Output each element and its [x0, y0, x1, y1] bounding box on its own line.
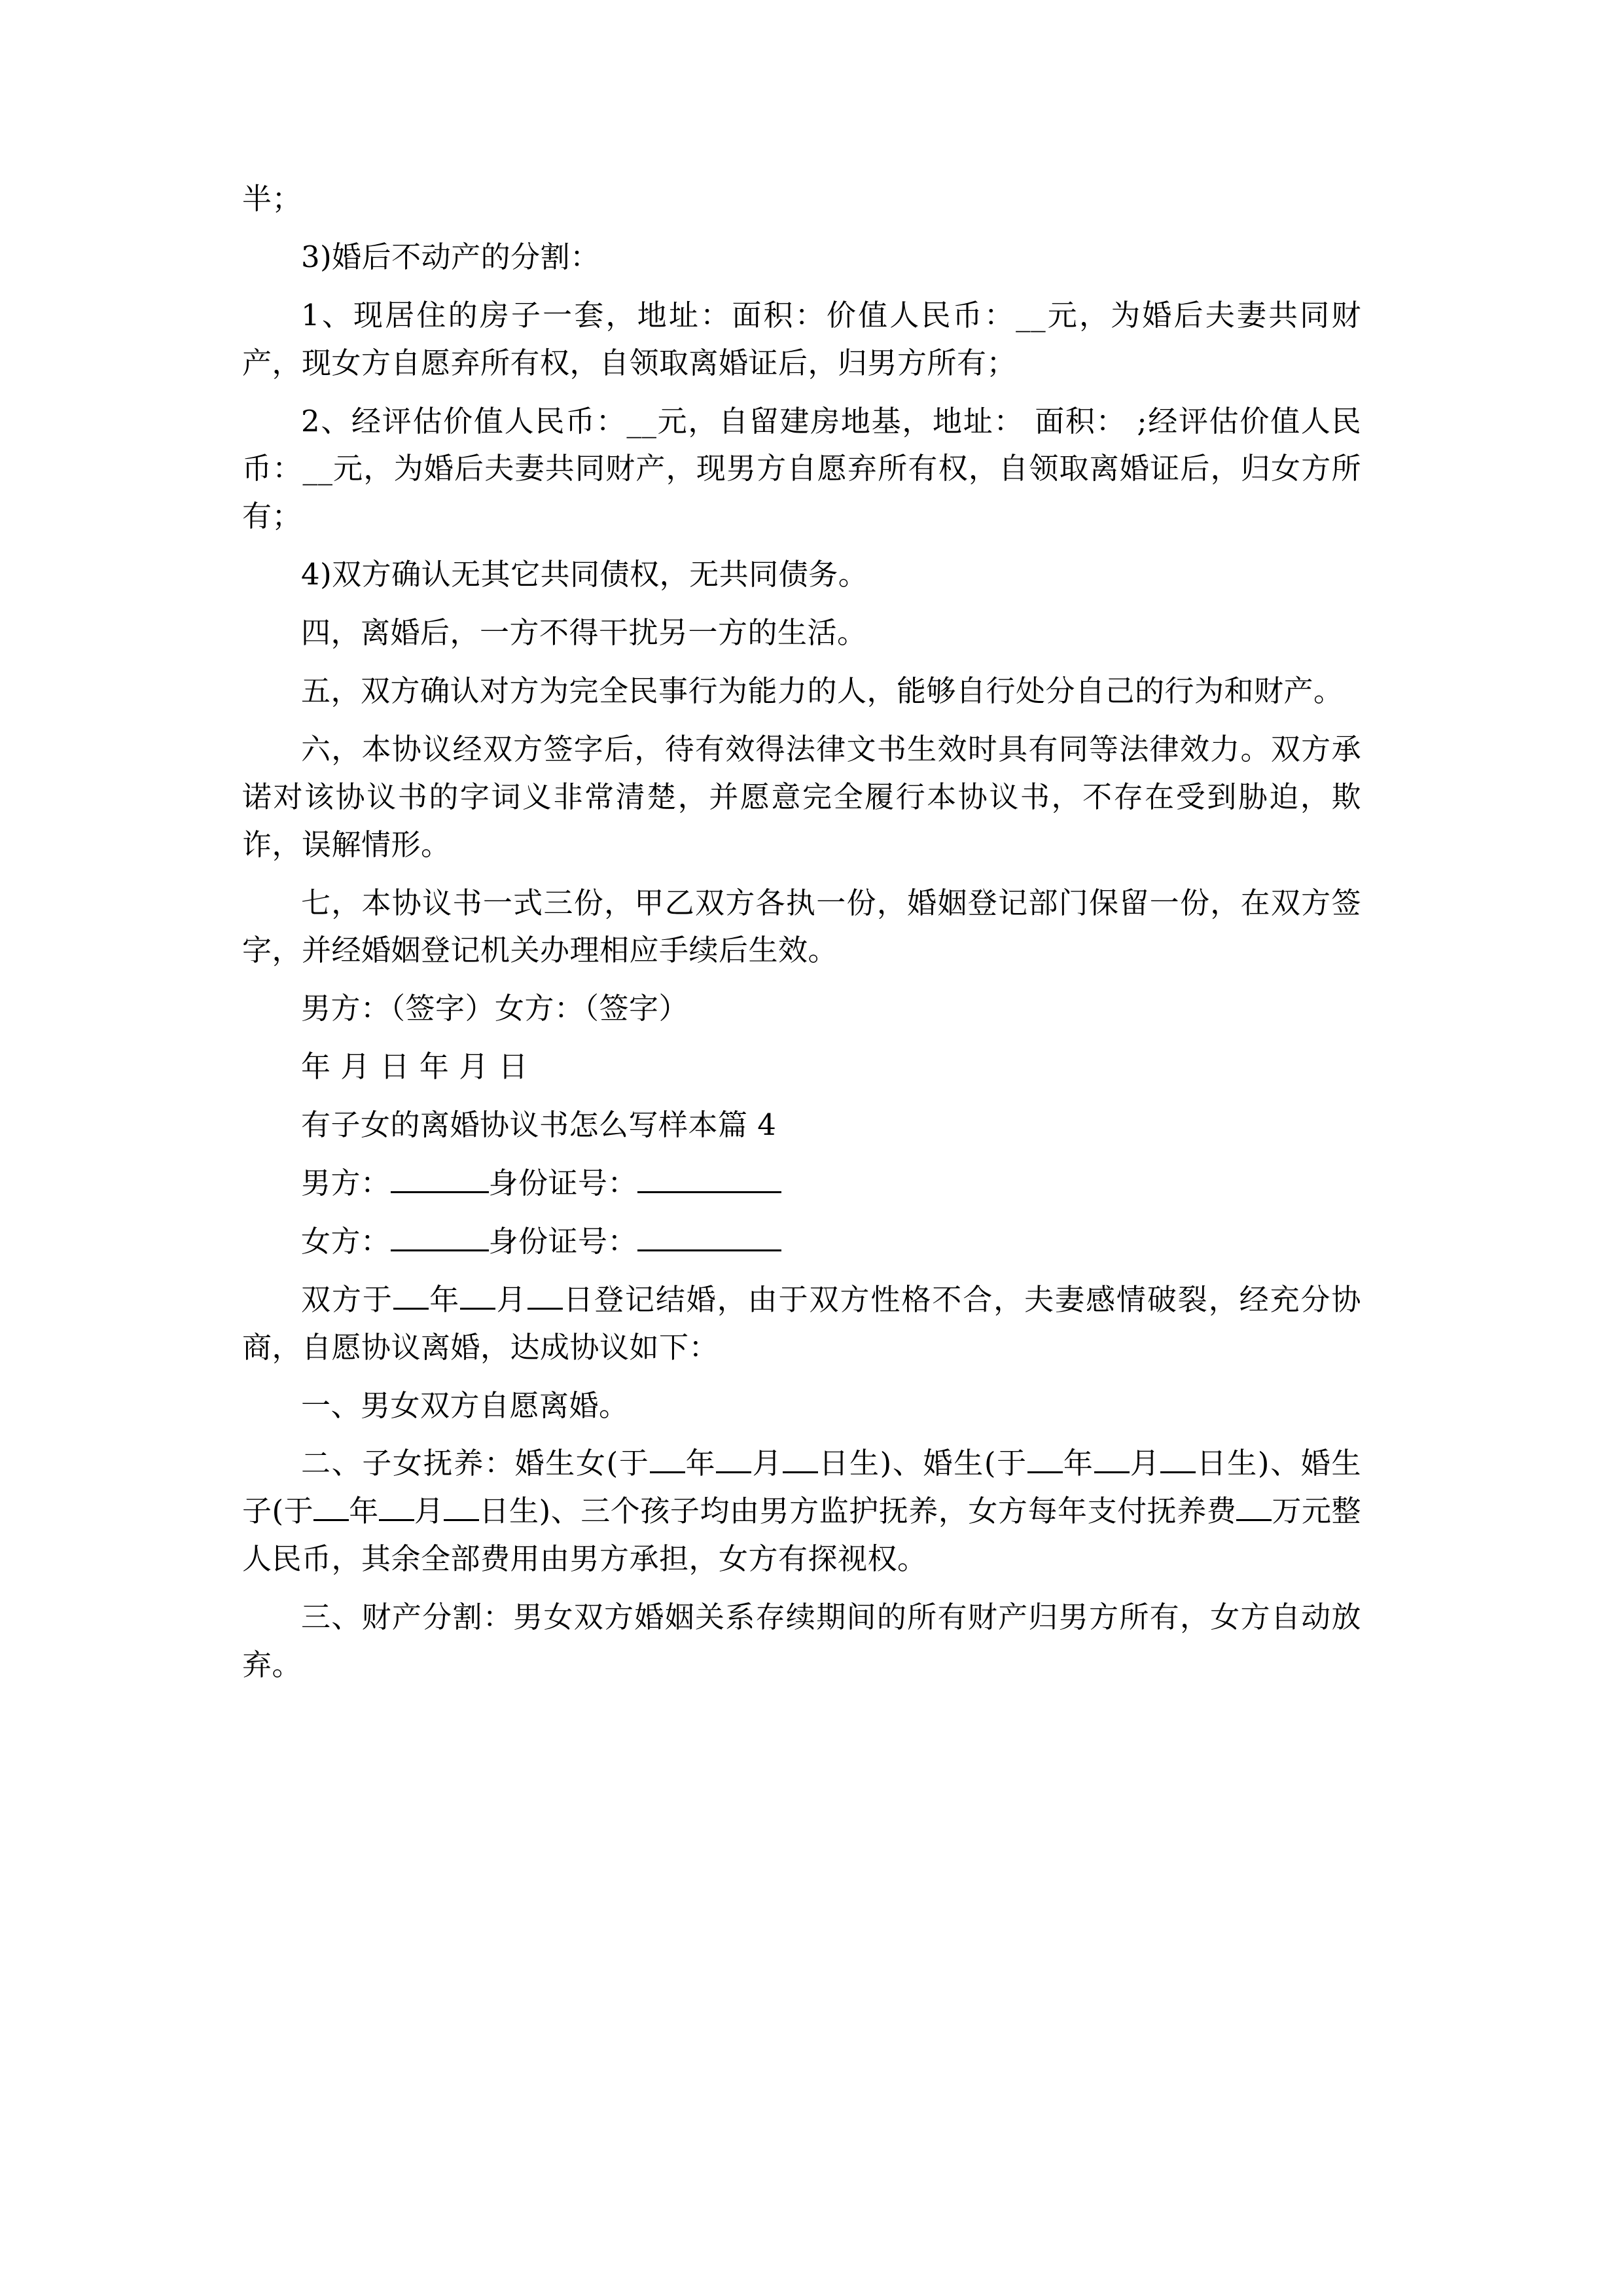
paragraph-marriage-date — [242, 1276, 1361, 1372]
paragraph-continuation-half: 半； — [242, 181, 302, 216]
child3-year-blank[interactable] — [313, 1519, 349, 1521]
document-body — [242, 175, 1361, 1700]
child2-year-blank[interactable] — [1027, 1471, 1063, 1473]
paragraph-realestate-heading: 3)婚后不动产的分割： — [301, 239, 600, 274]
paragraph-house-item: 1、现居住的房子一套，地址：面积：价值人民币：__元，为婚后夫妻共同财产，现女方自愿弃所有权，自领取离婚证后，归男方所有； — [242, 297, 1361, 380]
child3-year-unit: 年 — [349, 1494, 379, 1529]
paragraph-item-two — [242, 1440, 1361, 1583]
wife-field-row — [242, 1218, 1361, 1266]
husband-id-label: 身份证号： — [488, 1166, 638, 1201]
paragraph-clause-four: 四，离婚后，一方不得干扰另一方的生活。 — [301, 615, 867, 651]
marriage-date-tail: 日登记结婚，由于双方性格不合，夫妻感情破裂，经充分协商，自愿协议离婚，达成协议如下： — [242, 1282, 1361, 1365]
children-support-tail: 万元整人民币，其余全部费用由男方承担，女方有探视权。 — [242, 1494, 1361, 1577]
signature-date-line: 年 月 日 年 月 日 — [301, 1049, 529, 1085]
marriage-year-blank[interactable] — [393, 1308, 429, 1310]
children-lead: 二、子女抚养：婚生女(于 — [301, 1446, 650, 1481]
paragraph-land-item: 2、经评估价值人民币：__元，自留建房地基，地址： 面积： ;经评估价值人民币：__元，为婚后夫妻共同财产，现男方自愿弃所有权，自领取离婚证后，归女方所有； — [242, 403, 1361, 534]
paragraph-clause-seven: 七，本协议书一式三份，甲乙双方各执一份，婚姻登记部门保留一份，在双方签字，并经婚姻登记机关办理相应手续后生效。 — [242, 885, 1361, 968]
child2-month-blank[interactable] — [1094, 1471, 1130, 1473]
marriage-year-unit: 年 — [428, 1282, 461, 1317]
paragraph-clause-six: 六，本协议经双方签字后，待有效得法律文书生效时具有同等法律效力。双方承诺对该协议书的字词义非常清楚，并愿意完全履行本协议书，不存在受到胁迫，欺诈，误解情形。 — [242, 731, 1361, 862]
wife-id-blank[interactable] — [637, 1249, 781, 1251]
child1-year-unit: 年 — [685, 1446, 717, 1481]
support-amount-blank[interactable] — [1236, 1519, 1272, 1521]
child2-day-blank[interactable] — [1160, 1471, 1196, 1473]
signature-line: 男方：（签字）女方：（签字） — [301, 991, 689, 1026]
husband-id-blank[interactable] — [637, 1191, 781, 1193]
husband-name-blank[interactable] — [391, 1191, 489, 1193]
child2-tail: 日生)、婚生子(于 — [242, 1446, 1361, 1529]
wife-name-blank[interactable] — [391, 1249, 489, 1251]
paragraph-item-one: 一、男女双方自愿离婚。 — [301, 1388, 629, 1423]
child1-year-blank[interactable] — [650, 1471, 685, 1473]
paragraph-item-three: 三、财产分割：男女双方婚姻关系存续期间的所有财产归男方所有，女方自动放弃。 — [242, 1600, 1361, 1683]
child3-month-unit: 月 — [414, 1494, 444, 1529]
marriage-date-prefix: 双方于 — [301, 1282, 393, 1317]
marriage-day-blank[interactable] — [527, 1308, 563, 1310]
marriage-month-unit: 月 — [495, 1282, 527, 1317]
husband-label: 男方： — [301, 1166, 391, 1201]
wife-label: 女方： — [301, 1223, 391, 1259]
child1-day-blank[interactable] — [783, 1471, 818, 1473]
marriage-month-blank[interactable] — [460, 1308, 495, 1310]
wife-id-label: 身份证号： — [488, 1223, 638, 1259]
child1-month-unit: 月 — [751, 1446, 783, 1481]
child2-year-unit: 年 — [1062, 1446, 1094, 1481]
section-title: 有子女的离婚协议书怎么写样本篇 4 — [301, 1107, 777, 1143]
child1-month-blank[interactable] — [716, 1471, 751, 1473]
child1-tail: 日生)、婚生(于 — [818, 1446, 1027, 1481]
child2-month-unit: 月 — [1129, 1446, 1161, 1481]
paragraph-debts: 4)双方确认无其它共同债权，无共同债务。 — [301, 557, 868, 592]
child3-day-blank[interactable] — [444, 1519, 479, 1521]
husband-field-row — [242, 1160, 1361, 1208]
children-custody-text: 日生)、三个孩子均由男方监护抚养，女方每年支付抚养费 — [479, 1494, 1237, 1529]
paragraph-clause-five: 五，双方确认对方为完全民事行为能力的人，能够自行处分自己的行为和财产。 — [301, 673, 1344, 709]
child3-month-blank[interactable] — [379, 1519, 414, 1521]
